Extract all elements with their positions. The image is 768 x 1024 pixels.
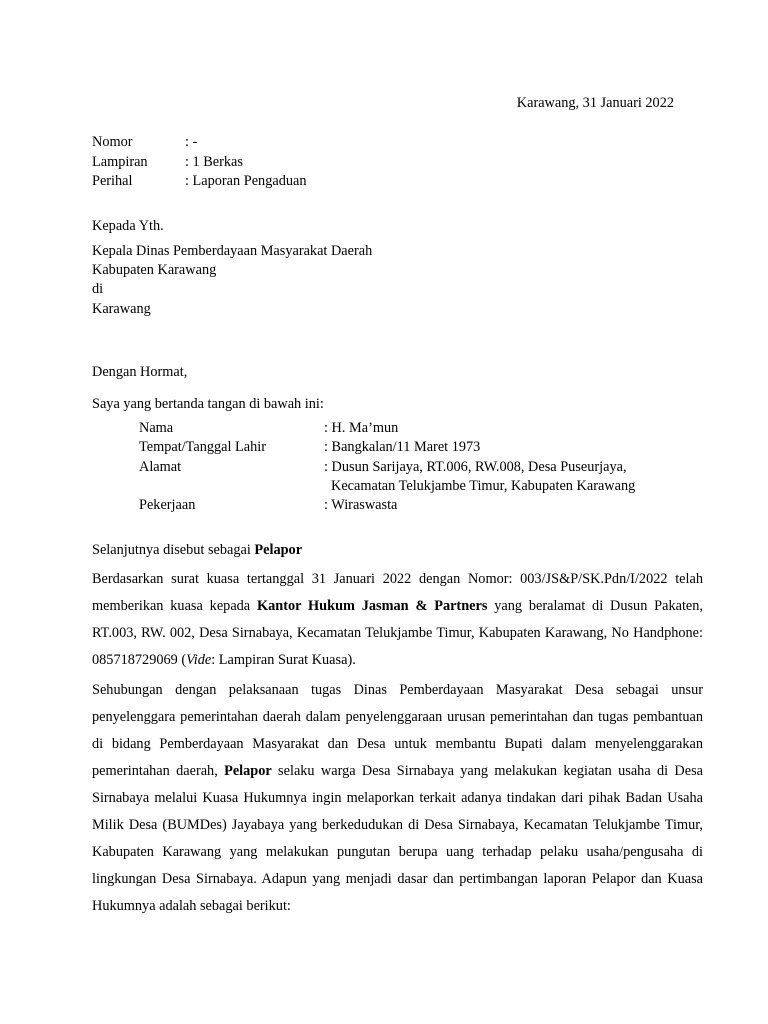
letter-date: Karawang, 31 Januari 2022	[516, 95, 674, 111]
perihal-label: Perihal	[92, 173, 133, 189]
reference-prefix: Selanjutnya disebut sebagai	[92, 542, 255, 558]
meta-row-perihal	[92, 171, 306, 191]
reference-line	[92, 540, 302, 560]
alamat-label: Alamat	[139, 459, 182, 475]
para1-text-2: yang beralamat di Dusun Pakaten, RT.003, RW. 002, Desa Sirnabaya, Kecamatan Telukjambe Timur, Kabupaten Karawang, No Handphone: 085718729069 (	[92, 598, 704, 668]
nama-value: : H. Ma’mun	[324, 420, 399, 436]
pekerjaan-label: Pekerjaan	[139, 497, 196, 513]
lampiran-label: Lampiran	[92, 154, 148, 170]
paragraph-power-of-attorney	[92, 566, 703, 674]
identity-row-nama	[139, 418, 398, 438]
alamat-value: : Dusun Sarijaya, RT.006, RW.008, Desa Puseurjaya,	[324, 459, 627, 475]
vide-term: Vide	[186, 652, 212, 668]
nomor-label: Nomor	[92, 134, 133, 150]
para1-text-3: : Lampiran Surat Kuasa).	[211, 652, 356, 668]
ttl-label: Tempat/Tanggal Lahir	[139, 439, 267, 455]
nama-label: Nama	[139, 420, 174, 436]
ttl-value: : Bangkalan/11 Maret 1973	[324, 439, 481, 455]
pekerjaan-value: : Wiraswasta	[324, 497, 398, 513]
salutation: Dengan Hormat,	[92, 364, 188, 380]
identity-row-alamat	[139, 457, 627, 477]
lampiran-value: : 1 Berkas	[185, 154, 243, 170]
para2-text-2: selaku warga Desa Sirnabaya yang melakukan kegiatan usaha di Desa Sirnabaya melalui Kuasa Hukumnya ingin melaporkan terkait adanya tindakan dari pihak Badan Usaha Milik Desa (BUMDes) Jayabaya yang berkedudukan di Desa Sirnabaya, Kecamatan Telukjambe Timur, Kabupaten Karawang yang melakukan pungutan berupa uang terhadap pelaku usaha/pengusaha di lingkungan Desa Sirnabaya. Adapun yang menjadi dasar dan pertimbangan laporan Pelapor dan Kuasa Hukumnya adalah sebagai berikut:	[92, 763, 703, 914]
meta-row-lampiran	[92, 152, 243, 172]
alamat-value-continued: Kecamatan Telukjambe Timur, Kabupaten Karawang	[331, 478, 636, 494]
identity-row-ttl	[139, 437, 480, 457]
law-firm-name: Kantor Hukum Jasman & Partners	[257, 598, 488, 614]
recipient-line-1: Kepala Dinas Pemberdayaan Masyarakat Daerah	[92, 243, 373, 259]
recipient-line-4: Karawang	[92, 301, 151, 317]
pelapor-bold: Pelapor	[224, 763, 272, 779]
meta-row-nomor	[92, 132, 197, 152]
nomor-value: : -	[185, 134, 198, 150]
para2-text-1: Sehubungan dengan pelaksanaan tugas Dinas Pemberdayaan Masyarakat Desa sebagai unsur penyelenggara pemerintahan daerah dalam penyelenggaraan urusan pemerintahan dan tugas pembantuan di bidang Pemberdayaan Masyarakat dan Desa untuk membantu Bupati dalam menyelenggarakan pemerintahan daerah,	[92, 682, 703, 779]
paragraph-complaint-basis	[92, 677, 703, 920]
reference-bold: Pelapor	[254, 542, 303, 558]
identity-row-pekerjaan	[139, 495, 397, 515]
para1-text-1: Berdasarkan surat kuasa tertanggal 31 Januari 2022 dengan Nomor: 003/JS&P/SK.Pdn/I/2022 telah memberikan kuasa kepada	[92, 571, 703, 614]
perihal-value: : Laporan Pengaduan	[185, 173, 307, 189]
intro-line: Saya yang bertanda tangan di bawah ini:	[92, 396, 324, 412]
recipient-line-3: di	[92, 281, 104, 297]
recipient-greeting: Kepada Yth.	[92, 218, 164, 234]
recipient-line-2: Kabupaten Karawang	[92, 262, 217, 278]
